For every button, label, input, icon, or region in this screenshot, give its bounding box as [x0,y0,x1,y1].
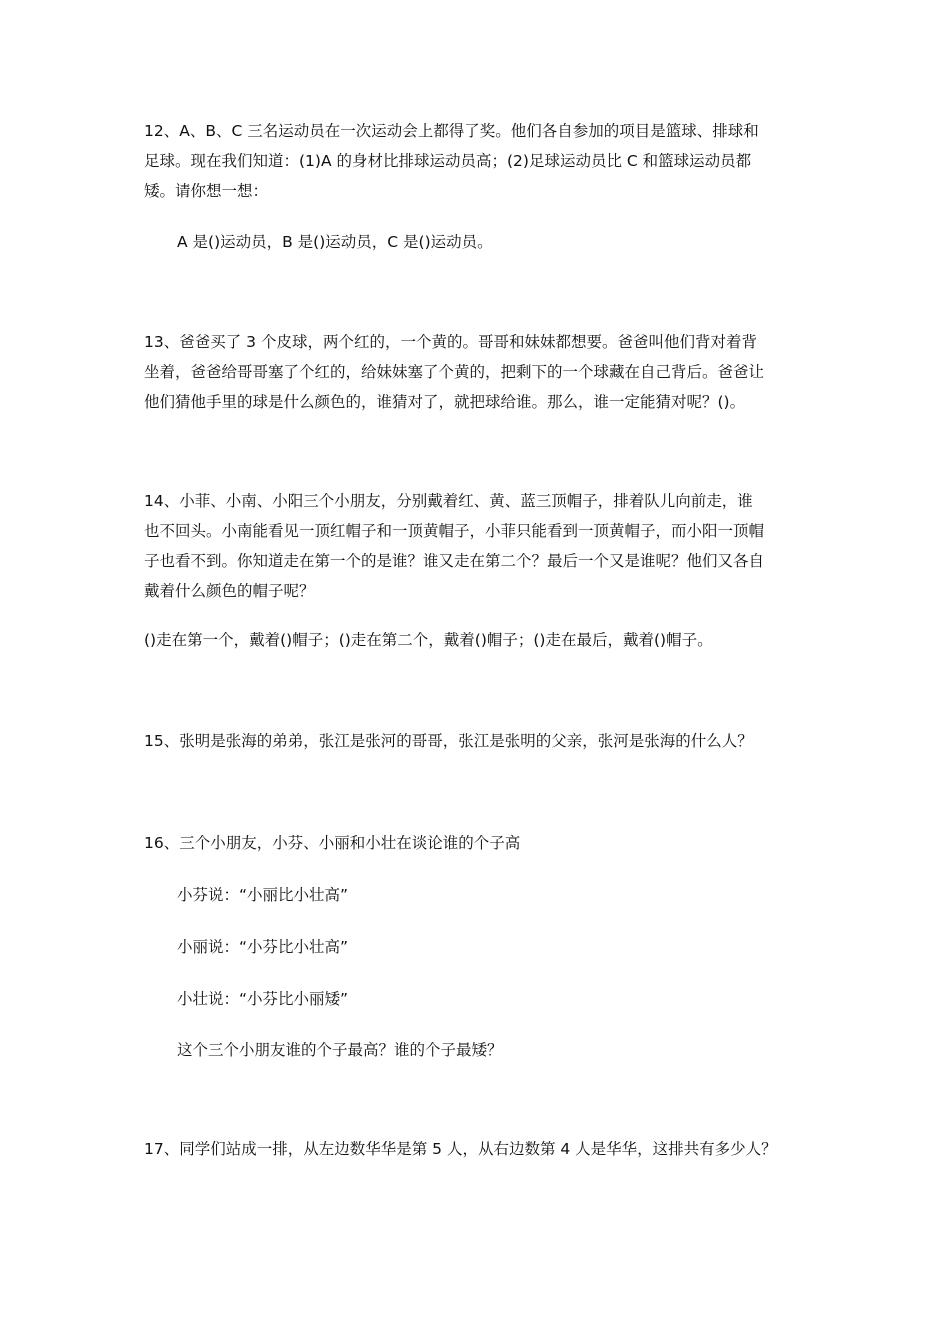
question-16-statement-3: 小壮说：“小芬比小丽矮” [177,990,349,1008]
question-14-line-1: 14、小菲、小南、小阳三个小朋友，分别戴着红、黄、蓝三顶帽子，排着队儿向前走，谁 [144,492,753,510]
question-16-statement-1: 小芬说：“小丽比小壮高” [177,886,349,904]
question-13-line-2: 坐着，爸爸给哥哥塞了个红的，给妹妹塞了个黄的，把剩下的一个球藏在自己背后。爸爸让 [144,363,765,381]
question-13-line-1: 13、爸爸买了 3 个皮球，两个红的，一个黄的。哥哥和妹妹都想要。爸爸叫他们背对着背 [144,333,757,351]
question-17-line-1: 17、同学们站成一排，从左边数华华是第 5 人，从右边数第 4 人是华华，这排共有多少人？ [144,1140,777,1158]
question-14-answer: ()走在第一个，戴着()帽子；()走在第二个，戴着()帽子；()走在最后，戴着()帽子。 [144,631,713,649]
question-12-line-3: 矮。请你想一想： [144,182,269,200]
question-12-answer: A 是()运动员，B 是()运动员，C 是()运动员。 [177,233,493,251]
question-12-line-1: 12、A、B、C 三名运动员在一次运动会上都得了奖。他们各自参加的项目是篮球、排球和 [144,122,759,140]
question-14-line-2: 也不回头。小南能看见一顶红帽子和一顶黄帽子，小菲只能看到一顶黄帽子，而小阳一顶帽 [144,522,765,540]
question-14-line-3: 子也看不到。你知道走在第一个的是谁？谁又走在第二个？最后一个又是谁呢？他们又各自 [144,552,765,570]
question-16-line-1: 16、三个小朋友，小芬、小丽和小壮在谈论谁的个子高 [144,834,521,852]
question-16-statement-2: 小丽说：“小芬比小壮高” [177,938,349,956]
question-15-line-1: 15、张明是张海的弟弟，张江是张河的哥哥，张江是张明的父亲，张河是张海的什么人？ [144,732,753,750]
question-13-line-3: 他们猜他手里的球是什么颜色的，谁猜对了，就把球给谁。那么，谁一定能猜对呢？()。 [144,393,746,411]
question-12-line-2: 足球。现在我们知道：(1)A 的身材比排球运动员高；(2)足球运动员比 C 和篮球运动员都 [144,152,752,170]
question-14-line-4: 戴着什么颜色的帽子呢？ [144,582,315,600]
question-16-question: 这个三个小朋友谁的个子最高？谁的个子最矮？ [177,1041,503,1059]
